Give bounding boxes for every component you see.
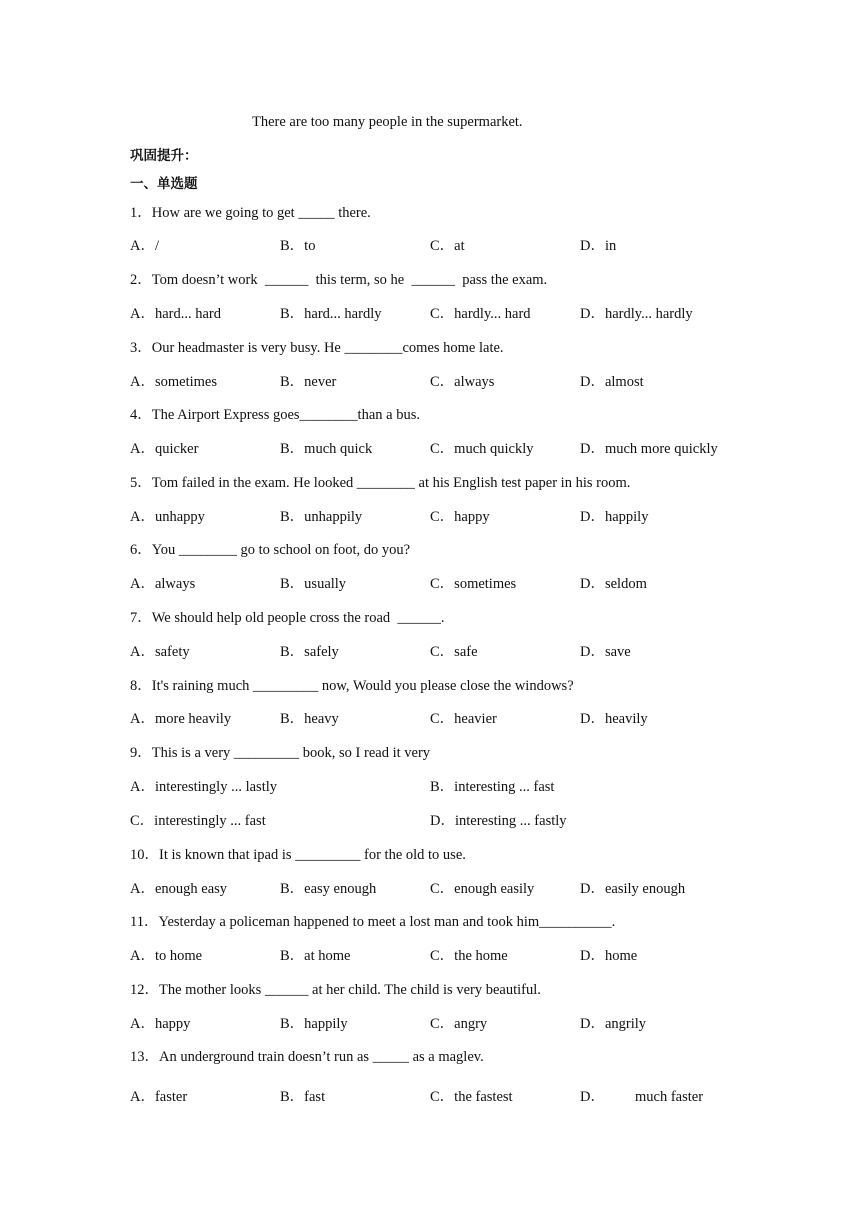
- question-7-option-a[interactable]: A．safety: [130, 644, 190, 660]
- question-6-stem: 6．You ________ go to school on foot, do you?: [130, 542, 411, 558]
- question-1-option-a[interactable]: A．/: [130, 238, 159, 254]
- question-9-option-a[interactable]: A．interestingly ... lastly: [130, 779, 277, 795]
- section-heading-single-choice: 一、单选题: [130, 176, 198, 192]
- question-3-option-c[interactable]: C．always: [430, 374, 495, 390]
- question-2-option-b[interactable]: B．hard... hardly: [280, 306, 382, 322]
- question-4-option-b[interactable]: B．much quick: [280, 441, 373, 457]
- question-5-option-d[interactable]: D．happily: [580, 509, 649, 525]
- question-1-option-d[interactable]: D．in: [580, 238, 617, 254]
- question-2-stem: 2．Tom doesn’t work ______ this term, so he ______ pass the exam.: [130, 272, 548, 288]
- question-8-option-a[interactable]: A．more heavily: [130, 711, 232, 727]
- question-3-option-b[interactable]: B．never: [280, 374, 337, 390]
- question-6-options: [130, 575, 770, 593]
- question-8-option-c[interactable]: C．heavier: [430, 711, 497, 727]
- question-6-option-a[interactable]: A．always: [130, 576, 196, 592]
- question-4-option-c[interactable]: C．much quickly: [430, 441, 534, 457]
- question-9-option-d[interactable]: D．interesting ... fastly: [430, 813, 567, 829]
- question-1-options: [130, 237, 770, 255]
- question-5-option-a[interactable]: A．unhappy: [130, 509, 205, 525]
- question-10-option-a[interactable]: A．enough easy: [130, 881, 228, 897]
- question-13-option-d-text: much faster: [634, 1089, 704, 1105]
- question-7-option-b[interactable]: B．safely: [280, 644, 339, 660]
- question-13-option-a[interactable]: A．faster: [130, 1089, 188, 1105]
- question-7-option-c[interactable]: C．safe: [430, 644, 478, 660]
- question-9-options-row-2: [130, 812, 770, 830]
- question-12-option-d[interactable]: D．angrily: [580, 1016, 647, 1032]
- question-2-option-a[interactable]: A．hard... hard: [130, 306, 222, 322]
- question-2-options: [130, 305, 770, 323]
- question-1-option-b[interactable]: B．to: [280, 238, 316, 254]
- question-10-option-b[interactable]: B．easy enough: [280, 881, 377, 897]
- question-10-options: [130, 880, 770, 898]
- question-7-options: [130, 643, 770, 661]
- question-11-option-d[interactable]: D．home: [580, 948, 638, 964]
- question-1-stem: 1．How are we going to get _____ there.: [130, 205, 371, 221]
- question-6-option-d[interactable]: D．seldom: [580, 576, 647, 592]
- question-1-option-c[interactable]: C．at: [430, 238, 465, 254]
- question-8-option-d[interactable]: D．heavily: [580, 711, 648, 727]
- question-2-option-d[interactable]: D．hardly... hardly: [580, 306, 693, 322]
- question-4-options: [130, 440, 770, 458]
- question-3-option-d[interactable]: D．almost: [580, 374, 644, 390]
- question-11-option-a[interactable]: A．to home: [130, 948, 203, 964]
- question-10-stem: 10．It is known that ipad is _________ for the old to use.: [130, 847, 466, 863]
- question-11-option-b[interactable]: B．at home: [280, 948, 351, 964]
- question-6-option-c[interactable]: C．sometimes: [430, 576, 517, 592]
- question-12-option-b[interactable]: B．happily: [280, 1016, 348, 1032]
- question-13-option-d-letter: D．: [580, 1089, 605, 1105]
- question-7-option-d[interactable]: D．save: [580, 644, 631, 660]
- question-4-option-a[interactable]: A．quicker: [130, 441, 199, 457]
- question-5-stem: 5．Tom failed in the exam. He looked ________ at his English test paper in his room.: [130, 475, 631, 491]
- question-4-stem: 4．The Airport Express goes________than a bus.: [130, 407, 420, 423]
- question-8-stem: 8．It's raining much _________ now, Would you please close the windows?: [130, 678, 574, 694]
- question-8-option-b[interactable]: B．heavy: [280, 711, 339, 727]
- question-5-options: [130, 508, 770, 526]
- question-7-stem: 7．We should help old people cross the road ______.: [130, 610, 445, 626]
- question-8-options: [130, 710, 770, 728]
- question-11-stem: 11．Yesterday a policeman happened to meet a lost man and took him__________.: [130, 914, 616, 930]
- question-2-option-c[interactable]: C．hardly... hard: [430, 306, 531, 322]
- question-9-option-b[interactable]: B．interesting ... fast: [430, 779, 555, 795]
- question-5-option-b[interactable]: B．unhappily: [280, 509, 363, 525]
- question-5-option-c[interactable]: C．happy: [430, 509, 490, 525]
- question-9-options-row-1: [130, 778, 770, 796]
- question-10-option-c[interactable]: C．enough easily: [430, 881, 535, 897]
- question-3-stem: 3．Our headmaster is very busy. He ________comes home late.: [130, 340, 504, 356]
- question-9-stem: 9．This is a very _________ book, so I read it very: [130, 745, 431, 761]
- question-13-option-b[interactable]: B．fast: [280, 1089, 326, 1105]
- question-11-option-c[interactable]: C．the home: [430, 948, 508, 964]
- question-3-options: [130, 373, 770, 391]
- question-10-option-d[interactable]: D．easily enough: [580, 881, 686, 897]
- question-13-options: [130, 1088, 770, 1106]
- question-11-options: [130, 947, 770, 965]
- question-12-option-a[interactable]: A．happy: [130, 1016, 191, 1032]
- question-12-options: [130, 1015, 770, 1033]
- intro-sentence: There are too many people in the supermarket.: [252, 114, 523, 130]
- question-13-option-c[interactable]: C．the fastest: [430, 1089, 513, 1105]
- question-6-option-b[interactable]: B．usually: [280, 576, 347, 592]
- question-13-option-d[interactable]: [580, 1088, 703, 1106]
- question-9-option-c[interactable]: C．interestingly ... fast: [130, 813, 266, 829]
- question-13-stem: 13．An underground train doesn’t run as _____ as a maglev.: [130, 1049, 484, 1065]
- question-12-stem: 12．The mother looks ______ at her child. The child is very beautiful.: [130, 982, 541, 998]
- section-heading-consolidate: 巩固提升：: [130, 148, 198, 164]
- question-3-option-a[interactable]: A．sometimes: [130, 374, 217, 390]
- question-4-option-d[interactable]: D．much more quickly: [580, 441, 718, 457]
- question-12-option-c[interactable]: C．angry: [430, 1016, 488, 1032]
